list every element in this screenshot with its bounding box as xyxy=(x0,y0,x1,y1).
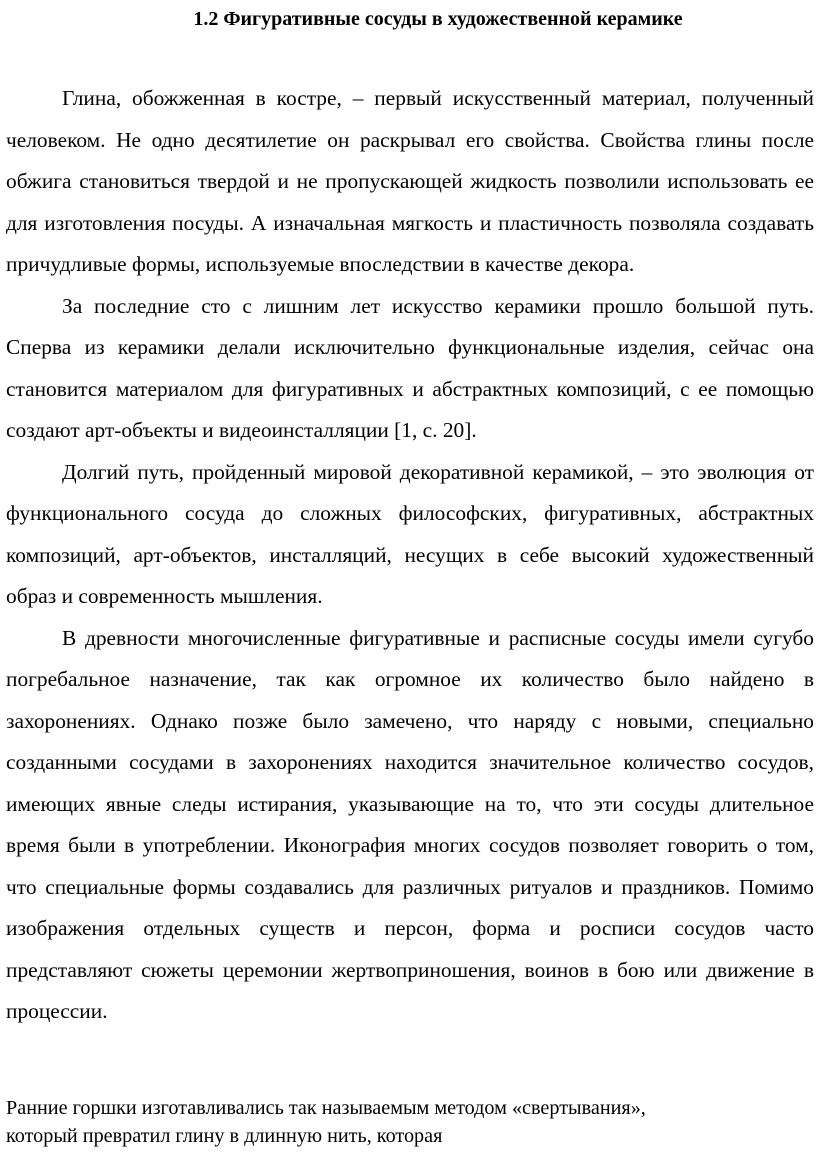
paragraph-clay-origin: Глина, обожженная в костре, – первый искусственный материал, полученный человеком. Не одно десятилетие он раскрывал его свойства. Свойства глины после обжига становиться твердой и не пропускающей жидкость позволили использовать ее для изготовления посуды. А изначальная мягкость и пластичность позволяла создавать причудливые формы, используемые впоследствии в качестве декора. xyxy=(6,86,814,276)
paragraph-early-pots xyxy=(6,1094,814,1150)
paragraph-ceramics-evolution: Долгий путь, пройденный мировой декоративной керамикой, – это эволюция от функционального сосуда до сложных философских, фигуративных, абстрактных композиций, арт-объектов, инсталляций, несущих в себе высокий художественный образ и современность мышления. xyxy=(6,459,814,608)
paragraph-ancient-vessels: В древности многочисленные фигуративные и расписные сосуды имели сугубо погребальное назначение, так как огромное их количество было найдено в захоронениях. Однако позже было замечено, что наряду с новыми, специально созданными сосудами в захоронениях находится значительное количество сосудов, имеющих явные следы истирания, указывающие на то, что эти сосуды длительное время были в употреблении. Иконография многих сосудов позволяет говорить о том, что специальные формы создавались для различных ритуалов и праздников. Помимо изображения отдельных существ и персон, форма и росписи сосудов часто представляют сюжеты церемонии жертвоприношения, воинов в бою или движение в процессии. xyxy=(6,625,814,1023)
early-pots-line-1: Ранние горшки изготавливались так называемым методом «свертывания», xyxy=(6,1097,646,1119)
document-body xyxy=(6,78,814,1033)
paragraph-ceramics-history: За последние сто с лишним лет искусство керамики прошло большой путь. Сперва из керамики делали исключительно функциональные изделия, сейчас она становится материалом для фигуративных и абстрактных композиций, с ее помощью создают арт-объекты и видеоинсталляции [1, с. 20]. xyxy=(6,293,814,442)
early-pots-line-2: который превратил глину в длинную нить, которая xyxy=(6,1125,443,1147)
section-heading: 1.2 Фигуративные сосуды в художественной керамике xyxy=(193,8,683,30)
